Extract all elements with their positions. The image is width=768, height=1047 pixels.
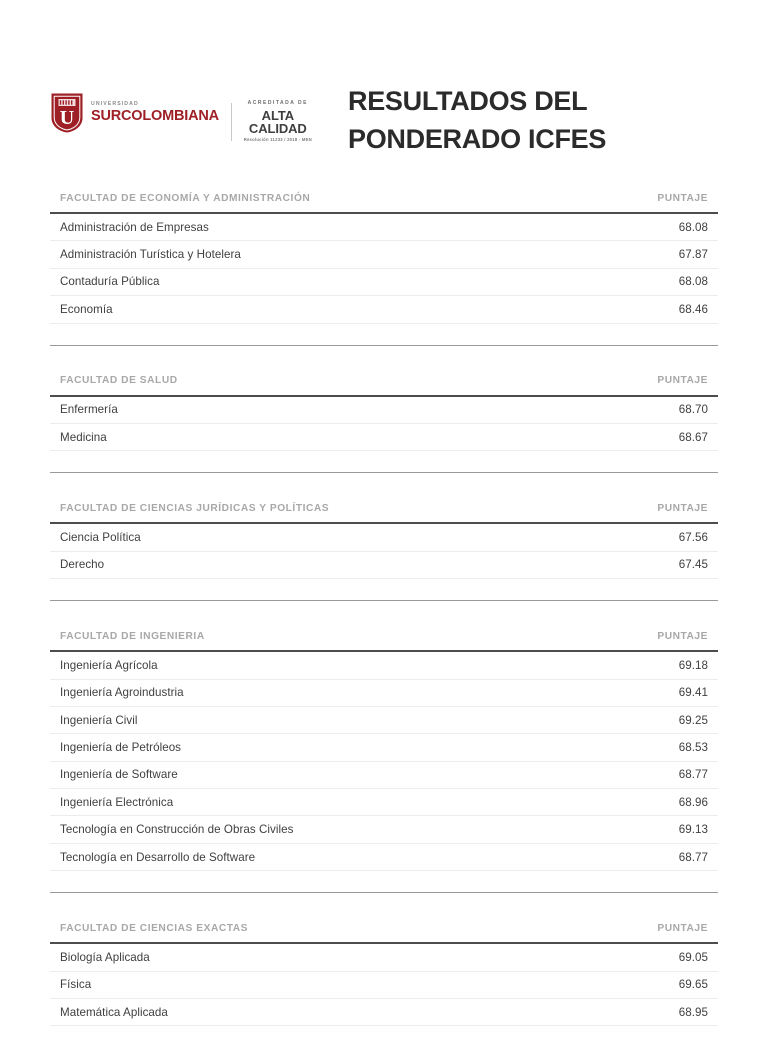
faculty-section-header [50,622,718,652]
program-name: Economía [60,302,113,316]
faculty-name: FACULTAD DE CIENCIAS EXACTAS [60,922,249,934]
table-row [50,680,718,707]
faculty-name: FACULTAD DE ECONOMÍA Y ADMINISTRACIÓN [60,192,311,204]
table-row [50,652,718,679]
score-column-header: PUNTAJE [657,192,708,204]
program-name: Tecnología en Desarrollo de Software [60,850,256,864]
program-score: 67.56 [678,531,708,545]
score-column-header: PUNTAJE [657,630,708,642]
brand-text-block [91,102,219,124]
program-score: 68.53 [678,740,708,754]
faculty-section-header [50,367,718,397]
table-row [50,734,718,761]
table-row [50,762,718,789]
faculty-section [50,622,718,893]
page-title [348,82,718,159]
faculty-section-header [50,184,718,214]
program-score: 68.08 [678,220,708,234]
program-score: 69.41 [678,686,708,700]
brand-divider [231,103,232,141]
program-score: 67.45 [678,558,708,572]
program-name: Ingeniería Electrónica [60,795,174,809]
program-score: 68.96 [678,795,708,809]
university-shield-icon [50,92,84,134]
table-row [50,397,718,424]
section-gap [50,346,718,367]
faculty-name: FACULTAD DE CIENCIAS JURÍDICAS Y POLÍTICAS [60,502,330,514]
program-score: 68.77 [678,768,708,782]
program-name: Ingeniería de Software [60,768,178,782]
score-column-header: PUNTAJE [657,375,708,387]
program-score: 68.08 [678,275,708,289]
program-name: Ingeniería Agroindustria [60,686,184,700]
accreditation-badge [244,101,312,142]
program-score: 67.87 [678,248,708,262]
faculty-name: FACULTAD DE INGENIERIA [60,630,205,642]
faculty-section-header [50,914,718,944]
program-name: Enfermería [60,403,118,417]
page-title-line-2: ICFES [528,124,607,155]
section-gap [50,601,718,622]
program-name: Medicina [60,430,107,444]
program-name: Administración de Empresas [60,220,209,234]
program-name: Derecho [60,558,105,572]
table-row [50,269,718,296]
program-name: Ingeniería Agrícola [60,658,158,672]
program-score: 68.77 [678,850,708,864]
faculty-section-header [50,494,718,524]
table-row [50,944,718,971]
brand-supertitle: UNIVERSIDAD [91,101,139,108]
table-row [50,816,718,843]
brand-name: SURCOLOMBIANA [91,108,219,125]
program-score: 68.46 [678,302,708,316]
table-row [50,296,718,323]
table-row [50,844,718,871]
program-name: Matemática Aplicada [60,1005,168,1019]
program-score: 68.70 [678,403,708,417]
program-name: Ingeniería de Petróleos [60,740,182,754]
results-table [50,184,718,1047]
table-row [50,241,718,268]
document-header [50,82,718,162]
accreditation-resolution: Resolución 11233 / 2018 - MEN [243,137,312,143]
faculty-name: FACULTAD DE SALUD [60,375,178,387]
program-name: Contaduría Pública [60,275,160,289]
table-row [50,789,718,816]
accreditation-level: ALTA CALIDAD [248,108,307,137]
program-score: 68.95 [678,1005,708,1019]
table-row [50,214,718,241]
table-row [50,707,718,734]
table-row [50,552,718,579]
program-score: 69.13 [678,823,708,837]
program-name: Física [60,978,92,992]
program-name: Administración Turística y Hotelera [60,248,241,262]
section-gap [50,473,718,494]
program-score: 69.65 [678,978,708,992]
program-score: 69.05 [678,950,708,964]
accreditation-label: ACREDITADA DE [247,100,308,107]
program-name: Biología Aplicada [60,950,150,964]
section-gap [50,893,718,914]
faculty-section [50,184,718,346]
faculty-section [50,494,718,601]
faculty-section [50,367,718,474]
program-score: 69.25 [678,713,708,727]
program-name: Ciencia Política [60,531,141,545]
svg-text:U: U [59,107,75,129]
faculty-section [50,914,718,1026]
table-row [50,424,718,451]
program-score: 68.67 [678,430,708,444]
table-row [50,524,718,551]
score-column-header: PUNTAJE [657,922,708,934]
table-row [50,972,718,999]
program-score: 69.18 [678,658,708,672]
table-row [50,999,718,1026]
program-name: Ingeniería Civil [60,713,138,727]
page-title-line-1: RESULTADOS DEL PONDERADO [348,86,587,155]
program-name: Tecnología en Construcción de Obras Civiles [60,823,294,837]
university-brand [50,82,219,134]
score-column-header: PUNTAJE [657,502,708,514]
